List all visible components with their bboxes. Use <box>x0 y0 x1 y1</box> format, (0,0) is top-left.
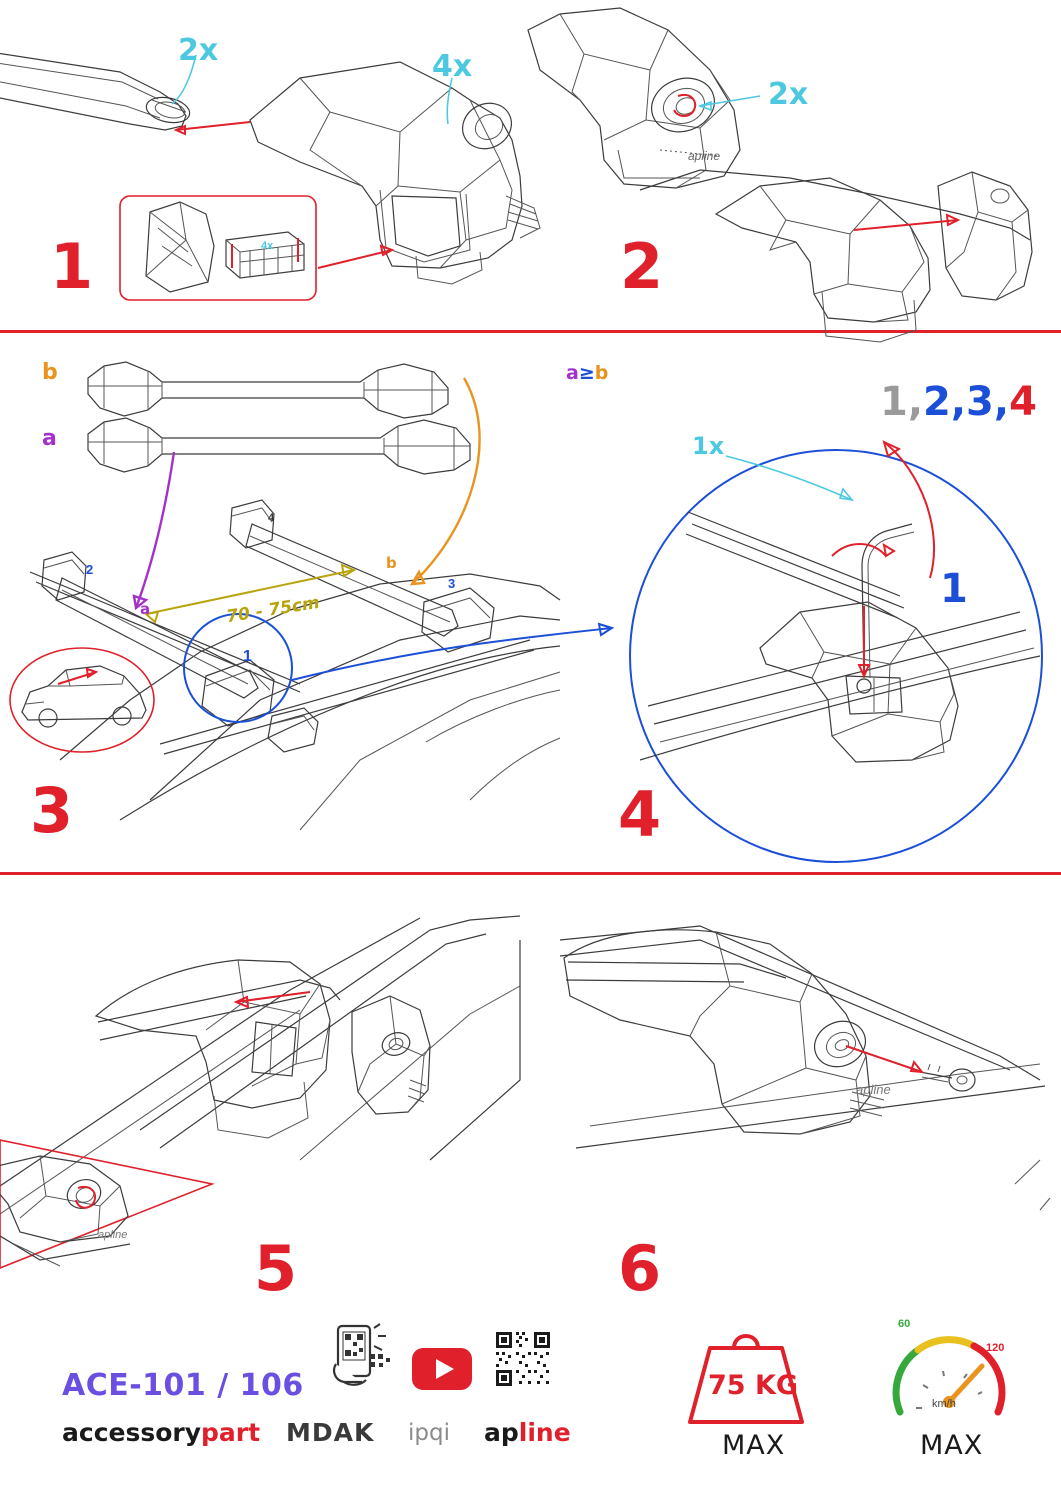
qty-4x-foot: 4x <box>432 49 473 84</box>
step-5-number: 5 <box>254 1232 299 1305</box>
partner-ipqi: ipqi <box>408 1420 450 1446</box>
step-1-number: 1 <box>50 230 95 303</box>
svg-text:apline: apline <box>688 149 721 163</box>
divider-rule-2 <box>0 872 1061 875</box>
gauge-tick-low: 60 <box>898 1318 911 1330</box>
torque-sequence <box>880 379 1037 425</box>
weight-limit-value: 75 KG <box>708 1370 799 1401</box>
qty-2x-lock: 2x <box>768 77 809 112</box>
bar-label-b: b <box>42 360 58 385</box>
qr-code-icon <box>494 1330 556 1392</box>
qty-4x-pad: 4x <box>261 240 274 252</box>
foot-marker-1: 1 <box>243 648 252 665</box>
seq-part-3: 4 <box>1009 379 1037 425</box>
speed-unit-label: km/h <box>932 1398 956 1410</box>
gauge-tick-high: 120 <box>986 1342 1005 1354</box>
step-3-number: 3 <box>30 774 75 847</box>
youtube-icon[interactable] <box>412 1348 476 1394</box>
foot-marker-4: 4 <box>268 512 275 524</box>
qty-1x-key: 1x <box>692 432 725 460</box>
spacing-dimension: 70 - 75cm <box>225 592 321 628</box>
brand-accessorypart <box>62 1418 260 1447</box>
apline-prefix: ap <box>484 1418 519 1447</box>
speed-limit-gauge-icon <box>886 1316 1014 1432</box>
model-code: ACE-101 / 106 <box>62 1368 304 1403</box>
weight-max-label: MAX <box>722 1430 786 1461</box>
svg-text:apline: apline <box>98 1229 128 1241</box>
divider-rule-1 <box>0 330 1061 333</box>
step-6-number: 6 <box>618 1232 663 1305</box>
step-4-number: 4 <box>618 778 663 851</box>
seq-part-2: 2,3, <box>923 379 1010 425</box>
brand-apline <box>484 1418 571 1447</box>
brand-suffix: part <box>201 1418 261 1447</box>
apline-suffix: line <box>518 1418 571 1447</box>
seq-part-1: 1, <box>880 379 924 425</box>
condition-a-ge-b: a≥b <box>566 362 609 384</box>
bar-b-marker: b <box>386 554 397 572</box>
step-4-marker-1: 1 <box>940 566 968 612</box>
foot-marker-2: 2 <box>86 562 94 577</box>
bar-label-a: a <box>42 426 57 451</box>
bar-a-marker: a <box>140 600 151 618</box>
foot-marker-3: 3 <box>448 576 456 591</box>
step-2-number: 2 <box>620 230 665 303</box>
qr-scan-phone-icon <box>322 1324 396 1402</box>
partner-mdak: MDAK <box>286 1418 375 1447</box>
speed-max-label: MAX <box>920 1430 984 1461</box>
brand-prefix: accessory <box>62 1418 202 1447</box>
qty-2x-endcap: 2x <box>178 33 219 68</box>
svg-text:apline: apline <box>856 1082 891 1097</box>
